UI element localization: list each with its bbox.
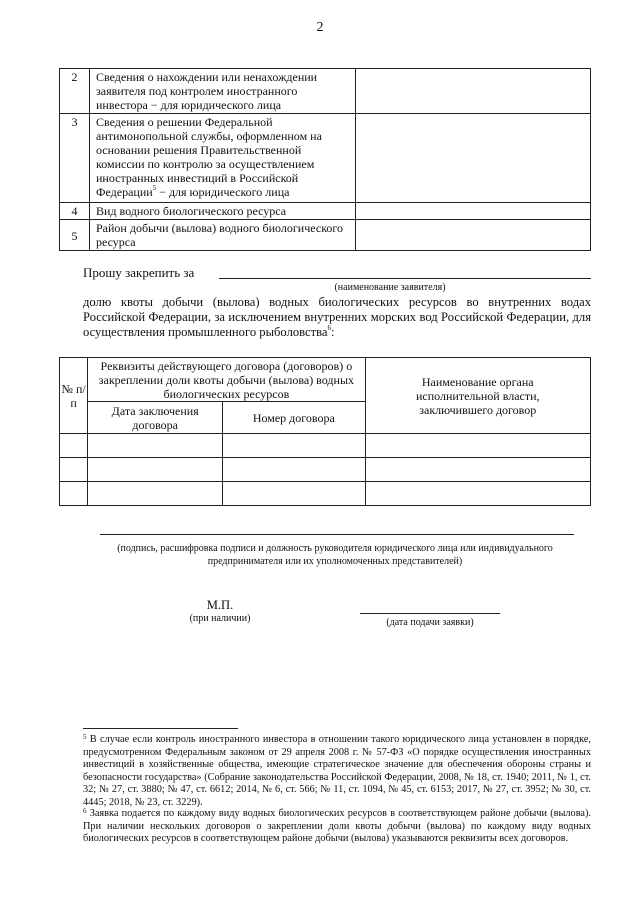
row-label-text: Сведения о решении Федеральной антимонопольной службы, оформленном на основании решения Правительственной комиссии по контролю за осуществлением иностранных инвестиций в Российской Федерации — [96, 115, 322, 199]
footnote-ref: 5 — [152, 184, 157, 192]
row-label: Вид водного биологического ресурса — [90, 203, 356, 220]
page-number: 2 — [316, 20, 324, 35]
col-authority-header: Наименование органа исполнительной власти, заключившего договор — [365, 358, 590, 434]
footnote-separator — [83, 728, 238, 729]
footnote-5 — [83, 734, 591, 810]
row-value-cell[interactable] — [356, 220, 591, 251]
cell[interactable] — [60, 434, 88, 458]
table-row — [60, 203, 591, 220]
table-row — [60, 482, 591, 506]
table-row — [60, 458, 591, 482]
row-value-cell[interactable] — [356, 203, 591, 220]
footnote-ref: 6 — [327, 324, 331, 332]
row-number: 3 — [60, 114, 90, 203]
col-num-header: № п/п — [60, 358, 88, 434]
signature-caption: (подпись, расшифровка подписи и должность руководителя юридического лица или индивидуального предпринимателя или их уполномоченных представителей) — [117, 543, 553, 567]
col-contract-header: Номер договора — [223, 402, 365, 434]
row-label: Район добычи (вылова) водного биологического ресурса — [90, 220, 356, 251]
contracts-table — [59, 357, 591, 506]
cell[interactable] — [88, 482, 223, 506]
row-label — [90, 114, 356, 203]
row-label: Сведения о нахождении или ненахождении заявителя под контролем иностранного инвестора − для юридического лица — [90, 69, 356, 114]
request-paragraph-tail: : — [330, 325, 335, 339]
cell[interactable] — [365, 434, 590, 458]
cell[interactable] — [365, 458, 590, 482]
footnote-mark: 6 — [83, 807, 87, 815]
signature-line[interactable] — [100, 534, 574, 535]
stamp-place-label: М.П. — [206, 598, 234, 612]
row-value-cell[interactable] — [356, 114, 591, 203]
stamp-place-note: (при наличии) — [189, 613, 251, 624]
row-label-tail: − для юридического лица — [156, 185, 290, 199]
table-row — [60, 434, 591, 458]
cell[interactable] — [223, 482, 365, 506]
table-row — [60, 69, 591, 114]
cell[interactable] — [223, 458, 365, 482]
table-row — [60, 220, 591, 251]
date-caption: (дата подачи заявки) — [386, 617, 474, 628]
footnote-6 — [83, 808, 591, 846]
applicant-info-table — [59, 68, 591, 251]
cell[interactable] — [88, 458, 223, 482]
footnote-text: В случае если контроль иностранного инвестора в отношении такого юридического лица установлен в порядке, предусмотренном Федеральным законом от 29 апреля 2008 г. № 57-ФЗ «О порядке осуществления иностранных инвестиций в хозяйственные общества, имеющие стратегическое значение для обеспечения обороны страны и безопасности государства» (Собрание законодательства Российской Федерации, 2008, № 18, ст. 1940; 2011, № 1, ст. 32; № 27, ст. 3880; № 47, ст. 6612; 2014, № 6, ст. 566; № 11, ст. 1094, № 45, ст. 6153; 2017, № 27, ст. 3952; № 30, ст. 4445; 2018, № 23, ст. 3229). — [83, 734, 591, 808]
row-number: 4 — [60, 203, 90, 220]
row-number: 2 — [60, 69, 90, 114]
footnote-mark: 5 — [83, 733, 87, 741]
row-value-cell[interactable] — [356, 69, 591, 114]
request-paragraph-text: долю квоты добычи (вылова) водных биологических ресурсов во внутренних водах Российской Федерации, за исключением внутренних морских вод Российской Федерации, для осуществления промышленного рыболовства — [83, 295, 591, 339]
header-row — [60, 358, 591, 402]
col-group-header: Реквизиты действующего договора (договоров) о закреплении доли квоты добычи (вылова) водных биологических ресурсов — [88, 358, 365, 402]
table-row — [60, 114, 591, 203]
cell[interactable] — [88, 434, 223, 458]
cell[interactable] — [60, 458, 88, 482]
date-line[interactable] — [360, 613, 500, 614]
request-prefix: Прошу закрепить за — [83, 265, 195, 280]
cell[interactable] — [60, 482, 88, 506]
request-paragraph — [83, 295, 591, 340]
cell[interactable] — [223, 434, 365, 458]
col-date-header: Дата заключения договора — [88, 402, 223, 434]
footnote-text: Заявка подается по каждому виду водных биологических ресурсов в соответствующем районе добычи (вылова). При наличии нескольких договоров о закреплении доли квоты добычи (вылова) по каждому виду водных биологических ресурсов в соответствующем районе добычи (вылова) указываются реквизиты всех договоров. — [83, 808, 591, 845]
applicant-name-caption: (наименование заявителя) — [334, 282, 446, 293]
applicant-name-line[interactable] — [219, 278, 591, 279]
cell[interactable] — [365, 482, 590, 506]
row-number: 5 — [60, 220, 90, 251]
